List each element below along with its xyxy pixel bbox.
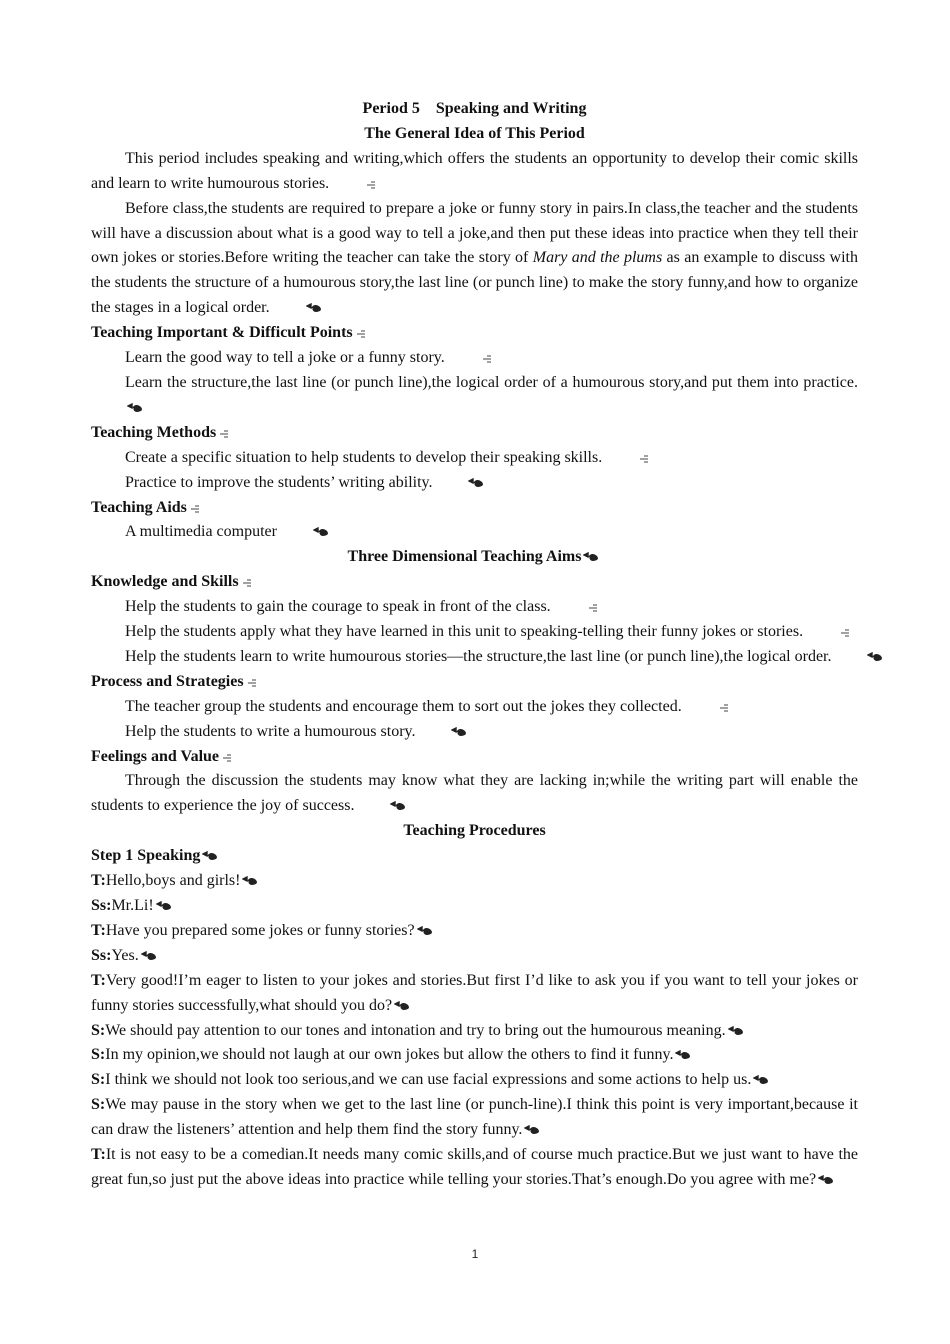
paragraph-mark-icon <box>242 571 252 580</box>
paragraph-mark-icon <box>583 546 601 556</box>
paragraph-mark-icon <box>247 671 257 680</box>
paragraph-mark-icon <box>728 1020 746 1030</box>
method-item: Practice to improve the students’ writing ability. <box>91 471 858 496</box>
knowledge-item: Help the students to gain the courage to speak in front of the class. <box>91 595 858 620</box>
aims-heading: Three Dimensional Teaching Aims <box>91 545 858 570</box>
paragraph-mark-icon <box>605 447 615 456</box>
important-point-item: Learn the structure,the last line (or punch line),the logical order of a humourous story,and put them into practice. <box>91 371 858 421</box>
dialogue-line: S:We should pay attention to our tones and intonation and try to bring out the humourous meaning. <box>91 1019 858 1044</box>
paragraph-mark-icon <box>222 746 232 755</box>
paragraph-mark-icon <box>93 397 111 407</box>
paragraph-mark-icon <box>332 173 342 182</box>
paragraph-mark-icon <box>394 995 412 1005</box>
paragraph-mark-icon <box>272 297 290 307</box>
paragraph-mark-icon <box>753 1069 771 1079</box>
paragraph-mark-icon <box>190 497 200 506</box>
knowledge-heading: Knowledge and Skills <box>91 570 858 595</box>
aid-item: A multimedia computer <box>91 520 858 545</box>
dialogue-line: Ss:Mr.Li! <box>91 894 858 919</box>
procedures-heading: Teaching Procedures <box>403 822 546 840</box>
dialogue-line: S:In my opinion,we should not laugh at our own jokes but allow the others to find it funny. <box>91 1043 858 1068</box>
general-idea-paragraph-2: Before class,the students are required to prepare a joke or funny story in pairs.In class,the teacher and the students will have a discussion about what is a good way to tell a joke,and then put these ideas into practice when they tell their own jokes or stories.Before writing the teacher can take the story of Mary and the plums as an example to discuss with the students the structure of a humourous story,the last line (or punch line) to make the story funny,and how to organize the stages in a logical order. <box>91 199 858 317</box>
step1-heading: Step 1 Speaking <box>91 844 858 869</box>
process-heading: Process and Strategies <box>91 670 858 695</box>
dialogue-line: T:It is not easy to be a comedian.It needs many comic skills,and of course much practice.But we just want to have the great fun,so just put the above ideas into practice while telling your stories.That’s enough.Do you agree with me? <box>91 1146 858 1188</box>
knowledge-item: Help the students apply what they have learned in this unit to speaking-telling their funny jokes or stories. <box>91 620 858 645</box>
process-item: Help the students to write a humourous story. <box>91 720 858 745</box>
important-point-item: Learn the good way to tell a joke or a funny story. <box>91 346 858 371</box>
paragraph-mark-icon <box>279 521 297 531</box>
paragraph-mark-icon <box>818 1169 836 1179</box>
feelings-heading: Feelings and Value <box>91 745 858 770</box>
feelings-item: Through the discussion the students may know what they are lacking in;while the writing part will enable the students to experience the joy of success. <box>91 772 858 815</box>
dialogue-line: T:Hello,boys and girls! <box>91 869 858 894</box>
paragraph-mark-icon <box>685 696 695 705</box>
paragraph-mark-icon <box>141 945 159 955</box>
dialogue-line: S:I think we should not look too serious,and we can use facial expressions and some actions to help us. <box>91 1068 858 1093</box>
page-title: Period 5 Speaking and Writing <box>362 100 587 117</box>
document-page <box>91 97 858 1193</box>
paragraph-mark-icon <box>434 472 452 482</box>
paragraph-mark-icon <box>356 322 366 331</box>
paragraph-mark-icon <box>356 795 374 805</box>
knowledge-item: Help the students learn to write humourous stories—the structure,the last line (or punch line),the logical order. <box>91 645 858 670</box>
dialogue <box>91 869 858 1193</box>
dialogue-line: T:Have you prepared some jokes or funny stories? <box>91 919 858 944</box>
aids-heading: Teaching Aids <box>91 496 858 521</box>
paragraph-mark-icon <box>219 422 229 431</box>
paragraph-mark-icon <box>554 596 564 605</box>
paragraph-mark-icon <box>675 1044 693 1054</box>
paragraph-mark-icon <box>417 920 435 930</box>
dialogue-line: S:We may pause in the story when we get to the last line (or punch-line).I think this point is very important,because it can draw the listeners’ attention and help them find the story funny. <box>91 1096 858 1139</box>
general-idea-paragraph-1: This period includes speaking and writing,which offers the students an opportunity to develop their comic skills and learn to write humourous stories. <box>91 149 858 192</box>
paragraph-mark-icon <box>524 1119 542 1129</box>
paragraph-mark-icon <box>448 347 458 356</box>
dialogue-line: Ss:Yes. <box>91 944 858 969</box>
paragraph-mark-icon <box>156 895 174 905</box>
paragraph-mark-icon <box>242 870 260 880</box>
dialogue-line: T:Very good!I’m eager to listen to your jokes and stories.But first I’d like to ask you if you want to tell your jokes or funny stories successfully,what should you do? <box>91 971 858 1014</box>
methods-heading: Teaching Methods <box>91 421 858 446</box>
important-points-heading: Teaching Important & Difficult Points <box>91 321 858 346</box>
paragraph-mark-icon <box>202 845 220 855</box>
story-title: Mary and the plums <box>532 249 663 267</box>
page-number: 1 <box>471 1247 479 1261</box>
paragraph-mark-icon <box>833 646 851 656</box>
paragraph-mark-icon <box>806 621 816 630</box>
general-idea-heading: The General Idea of This Period <box>364 124 585 142</box>
paragraph-mark-icon <box>417 721 435 731</box>
method-item: Create a specific situation to help students to develop their speaking skills. <box>91 446 858 471</box>
process-item: The teacher group the students and encourage them to sort out the jokes they collected. <box>91 695 858 720</box>
